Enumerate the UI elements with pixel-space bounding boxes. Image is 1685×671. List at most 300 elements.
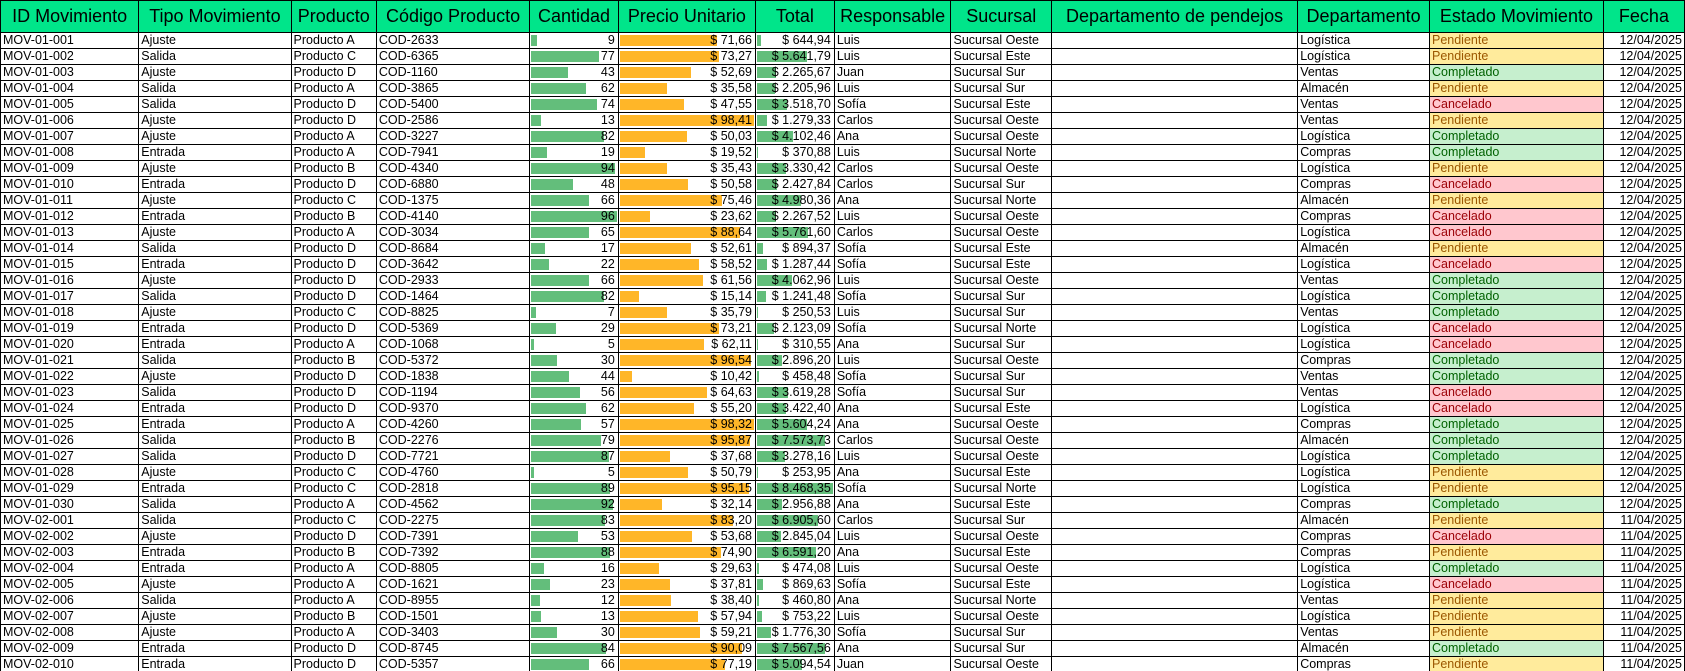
cell-sucursal[interactable]: Sucursal Este — [951, 401, 1051, 417]
cell-fecha[interactable]: 11/04/2025 — [1603, 561, 1684, 577]
cell-cantidad[interactable] — [530, 545, 619, 561]
cell-estado[interactable]: Pendiente — [1429, 161, 1603, 177]
cell-sucursal[interactable]: Sucursal Oeste — [951, 417, 1051, 433]
cell-estado[interactable]: Completado — [1429, 449, 1603, 465]
header-fecha[interactable]: Fecha — [1603, 1, 1684, 33]
cell-producto[interactable]: Producto D — [291, 385, 376, 401]
cell-departamento[interactable]: Logística — [1298, 465, 1430, 481]
cell-sucursal[interactable]: Sucursal Sur — [951, 625, 1051, 641]
header-estado[interactable]: Estado Movimiento — [1429, 1, 1603, 33]
cell-producto[interactable]: Producto A — [291, 417, 376, 433]
cell-cantidad[interactable] — [530, 433, 619, 449]
cell-dep-pendejos[interactable] — [1051, 385, 1297, 401]
cell-producto[interactable]: Producto C — [291, 305, 376, 321]
cell-codigo[interactable]: COD-3034 — [376, 225, 529, 241]
cell-id[interactable]: MOV-01-017 — [1, 289, 139, 305]
cell-fecha[interactable]: 11/04/2025 — [1603, 577, 1684, 593]
cell-codigo[interactable]: COD-6880 — [376, 177, 529, 193]
cell-sucursal[interactable]: Sucursal Sur — [951, 81, 1051, 97]
cell-fecha[interactable]: 12/04/2025 — [1603, 225, 1684, 241]
cell-departamento[interactable]: Compras — [1298, 529, 1430, 545]
cell-estado[interactable]: Completado — [1429, 305, 1603, 321]
cell-fecha[interactable]: 12/04/2025 — [1603, 177, 1684, 193]
cell-codigo[interactable]: COD-1621 — [376, 577, 529, 593]
cell-id[interactable]: MOV-01-009 — [1, 161, 139, 177]
cell-cantidad[interactable] — [530, 577, 619, 593]
cell-total[interactable] — [755, 65, 834, 81]
cell-dep-pendejos[interactable] — [1051, 65, 1297, 81]
cell-tipo[interactable]: Entrada — [139, 401, 291, 417]
cell-estado[interactable]: Cancelado — [1429, 529, 1603, 545]
cell-id[interactable]: MOV-01-021 — [1, 353, 139, 369]
cell-total[interactable] — [755, 113, 834, 129]
cell-total[interactable] — [755, 449, 834, 465]
cell-dep-pendejos[interactable] — [1051, 417, 1297, 433]
cell-producto[interactable]: Producto B — [291, 609, 376, 625]
cell-producto[interactable]: Producto D — [291, 657, 376, 671]
cell-dep-pendejos[interactable] — [1051, 273, 1297, 289]
cell-departamento[interactable]: Logística — [1298, 401, 1430, 417]
cell-precio[interactable] — [618, 97, 755, 113]
cell-producto[interactable]: Producto D — [291, 113, 376, 129]
cell-producto[interactable]: Producto D — [291, 289, 376, 305]
cell-total[interactable] — [755, 497, 834, 513]
cell-tipo[interactable]: Salida — [139, 449, 291, 465]
cell-total[interactable] — [755, 257, 834, 273]
cell-cantidad[interactable] — [530, 609, 619, 625]
cell-total[interactable] — [755, 161, 834, 177]
cell-codigo[interactable]: COD-7392 — [376, 545, 529, 561]
cell-total[interactable] — [755, 577, 834, 593]
cell-precio[interactable] — [618, 385, 755, 401]
cell-cantidad[interactable] — [530, 49, 619, 65]
cell-id[interactable]: MOV-01-028 — [1, 465, 139, 481]
cell-fecha[interactable]: 12/04/2025 — [1603, 449, 1684, 465]
cell-producto[interactable]: Producto A — [291, 81, 376, 97]
cell-dep-pendejos[interactable] — [1051, 321, 1297, 337]
cell-fecha[interactable]: 12/04/2025 — [1603, 33, 1684, 49]
cell-id[interactable]: MOV-01-030 — [1, 497, 139, 513]
cell-sucursal[interactable]: Sucursal Sur — [951, 513, 1051, 529]
cell-dep-pendejos[interactable] — [1051, 209, 1297, 225]
cell-tipo[interactable]: Ajuste — [139, 273, 291, 289]
cell-codigo[interactable]: COD-3642 — [376, 257, 529, 273]
cell-estado[interactable]: Cancelado — [1429, 321, 1603, 337]
cell-departamento[interactable]: Logística — [1298, 609, 1430, 625]
cell-fecha[interactable]: 12/04/2025 — [1603, 145, 1684, 161]
cell-codigo[interactable]: COD-4340 — [376, 161, 529, 177]
cell-cantidad[interactable] — [530, 113, 619, 129]
cell-tipo[interactable]: Salida — [139, 49, 291, 65]
cell-producto[interactable]: Producto A — [291, 593, 376, 609]
cell-dep-pendejos[interactable] — [1051, 193, 1297, 209]
cell-fecha[interactable]: 12/04/2025 — [1603, 161, 1684, 177]
cell-responsable[interactable]: Luis — [834, 273, 951, 289]
cell-codigo[interactable]: COD-1464 — [376, 289, 529, 305]
cell-producto[interactable]: Producto A — [291, 497, 376, 513]
cell-departamento[interactable]: Ventas — [1298, 113, 1430, 129]
cell-id[interactable]: MOV-01-007 — [1, 129, 139, 145]
cell-departamento[interactable]: Almacén — [1298, 241, 1430, 257]
cell-responsable[interactable]: Juan — [834, 657, 951, 671]
cell-codigo[interactable]: COD-5369 — [376, 321, 529, 337]
cell-codigo[interactable]: COD-1194 — [376, 385, 529, 401]
cell-estado[interactable]: Cancelado — [1429, 577, 1603, 593]
cell-departamento[interactable]: Almacén — [1298, 193, 1430, 209]
cell-total[interactable] — [755, 321, 834, 337]
cell-tipo[interactable]: Entrada — [139, 337, 291, 353]
cell-departamento[interactable]: Logística — [1298, 577, 1430, 593]
cell-fecha[interactable]: 12/04/2025 — [1603, 481, 1684, 497]
cell-fecha[interactable]: 12/04/2025 — [1603, 257, 1684, 273]
cell-cantidad[interactable] — [530, 449, 619, 465]
cell-departamento[interactable]: Compras — [1298, 657, 1430, 671]
cell-precio[interactable] — [618, 353, 755, 369]
cell-id[interactable]: MOV-02-007 — [1, 609, 139, 625]
cell-total[interactable] — [755, 641, 834, 657]
cell-id[interactable]: MOV-01-029 — [1, 481, 139, 497]
cell-estado[interactable]: Completado — [1429, 369, 1603, 385]
cell-departamento[interactable]: Compras — [1298, 353, 1430, 369]
cell-responsable[interactable]: Carlos — [834, 161, 951, 177]
cell-sucursal[interactable]: Sucursal Sur — [951, 385, 1051, 401]
cell-id[interactable]: MOV-02-006 — [1, 593, 139, 609]
cell-id[interactable]: MOV-01-013 — [1, 225, 139, 241]
cell-tipo[interactable]: Salida — [139, 353, 291, 369]
cell-codigo[interactable]: COD-1068 — [376, 337, 529, 353]
cell-total[interactable] — [755, 337, 834, 353]
cell-dep-pendejos[interactable] — [1051, 401, 1297, 417]
cell-dep-pendejos[interactable] — [1051, 289, 1297, 305]
cell-tipo[interactable]: Salida — [139, 497, 291, 513]
cell-tipo[interactable]: Ajuste — [139, 465, 291, 481]
cell-responsable[interactable]: Luis — [834, 209, 951, 225]
cell-dep-pendejos[interactable] — [1051, 305, 1297, 321]
cell-responsable[interactable]: Luis — [834, 449, 951, 465]
cell-dep-pendejos[interactable] — [1051, 641, 1297, 657]
cell-precio[interactable] — [618, 113, 755, 129]
cell-cantidad[interactable] — [530, 481, 619, 497]
cell-estado[interactable]: Completado — [1429, 65, 1603, 81]
cell-responsable[interactable]: Luis — [834, 561, 951, 577]
cell-dep-pendejos[interactable] — [1051, 369, 1297, 385]
header-cantidad[interactable]: Cantidad — [530, 1, 619, 33]
cell-fecha[interactable]: 11/04/2025 — [1603, 609, 1684, 625]
cell-precio[interactable] — [618, 529, 755, 545]
cell-precio[interactable] — [618, 433, 755, 449]
cell-precio[interactable] — [618, 209, 755, 225]
cell-precio[interactable] — [618, 337, 755, 353]
cell-estado[interactable]: Pendiente — [1429, 513, 1603, 529]
cell-departamento[interactable]: Almacén — [1298, 433, 1430, 449]
cell-fecha[interactable]: 12/04/2025 — [1603, 97, 1684, 113]
cell-total[interactable] — [755, 49, 834, 65]
cell-departamento[interactable]: Ventas — [1298, 305, 1430, 321]
cell-precio[interactable] — [618, 561, 755, 577]
cell-total[interactable] — [755, 465, 834, 481]
cell-dep-pendejos[interactable] — [1051, 465, 1297, 481]
cell-precio[interactable] — [618, 193, 755, 209]
cell-total[interactable] — [755, 625, 834, 641]
cell-id[interactable]: MOV-01-010 — [1, 177, 139, 193]
cell-dep-pendejos[interactable] — [1051, 49, 1297, 65]
cell-departamento[interactable]: Logística — [1298, 257, 1430, 273]
header-sucursal[interactable]: Sucursal — [951, 1, 1051, 33]
cell-producto[interactable]: Producto C — [291, 481, 376, 497]
cell-precio[interactable] — [618, 321, 755, 337]
cell-sucursal[interactable]: Sucursal Oeste — [951, 161, 1051, 177]
cell-dep-pendejos[interactable] — [1051, 33, 1297, 49]
cell-cantidad[interactable] — [530, 465, 619, 481]
cell-precio[interactable] — [618, 241, 755, 257]
cell-precio[interactable] — [618, 449, 755, 465]
cell-cantidad[interactable] — [530, 257, 619, 273]
cell-departamento[interactable]: Ventas — [1298, 97, 1430, 113]
cell-estado[interactable]: Pendiente — [1429, 465, 1603, 481]
cell-producto[interactable]: Producto C — [291, 193, 376, 209]
cell-responsable[interactable]: Luis — [834, 609, 951, 625]
cell-cantidad[interactable] — [530, 305, 619, 321]
cell-total[interactable] — [755, 657, 834, 671]
cell-producto[interactable]: Producto B — [291, 209, 376, 225]
cell-total[interactable] — [755, 305, 834, 321]
cell-sucursal[interactable]: Sucursal Norte — [951, 481, 1051, 497]
cell-sucursal[interactable]: Sucursal Oeste — [951, 129, 1051, 145]
cell-sucursal[interactable]: Sucursal Norte — [951, 145, 1051, 161]
cell-codigo[interactable]: COD-5372 — [376, 353, 529, 369]
cell-precio[interactable] — [618, 657, 755, 671]
cell-precio[interactable] — [618, 401, 755, 417]
cell-dep-pendejos[interactable] — [1051, 337, 1297, 353]
cell-estado[interactable]: Pendiente — [1429, 545, 1603, 561]
cell-codigo[interactable]: COD-1160 — [376, 65, 529, 81]
cell-departamento[interactable]: Logística — [1298, 49, 1430, 65]
cell-total[interactable] — [755, 593, 834, 609]
cell-sucursal[interactable]: Sucursal Oeste — [951, 561, 1051, 577]
cell-total[interactable] — [755, 513, 834, 529]
cell-estado[interactable]: Completado — [1429, 497, 1603, 513]
cell-producto[interactable]: Producto A — [291, 337, 376, 353]
cell-estado[interactable]: Pendiente — [1429, 241, 1603, 257]
cell-estado[interactable]: Pendiente — [1429, 657, 1603, 671]
cell-sucursal[interactable]: Sucursal Sur — [951, 305, 1051, 321]
cell-tipo[interactable]: Ajuste — [139, 129, 291, 145]
cell-sucursal[interactable]: Sucursal Este — [951, 257, 1051, 273]
cell-tipo[interactable]: Ajuste — [139, 609, 291, 625]
cell-codigo[interactable]: COD-1838 — [376, 369, 529, 385]
cell-id[interactable]: MOV-01-005 — [1, 97, 139, 113]
cell-fecha[interactable]: 12/04/2025 — [1603, 81, 1684, 97]
cell-cantidad[interactable] — [530, 321, 619, 337]
cell-dep-pendejos[interactable] — [1051, 609, 1297, 625]
cell-codigo[interactable]: COD-4562 — [376, 497, 529, 513]
cell-dep-pendejos[interactable] — [1051, 497, 1297, 513]
cell-dep-pendejos[interactable] — [1051, 625, 1297, 641]
cell-tipo[interactable]: Entrada — [139, 209, 291, 225]
cell-id[interactable]: MOV-02-009 — [1, 641, 139, 657]
cell-producto[interactable]: Producto D — [291, 641, 376, 657]
cell-cantidad[interactable] — [530, 65, 619, 81]
cell-dep-pendejos[interactable] — [1051, 529, 1297, 545]
cell-total[interactable] — [755, 417, 834, 433]
cell-responsable[interactable]: Ana — [834, 465, 951, 481]
cell-departamento[interactable]: Logística — [1298, 481, 1430, 497]
cell-estado[interactable]: Pendiente — [1429, 33, 1603, 49]
cell-responsable[interactable]: Carlos — [834, 177, 951, 193]
cell-departamento[interactable]: Logística — [1298, 337, 1430, 353]
cell-departamento[interactable]: Logística — [1298, 321, 1430, 337]
cell-cantidad[interactable] — [530, 641, 619, 657]
cell-codigo[interactable]: COD-8745 — [376, 641, 529, 657]
cell-sucursal[interactable]: Sucursal Este — [951, 49, 1051, 65]
cell-total[interactable] — [755, 433, 834, 449]
cell-tipo[interactable]: Ajuste — [139, 305, 291, 321]
cell-responsable[interactable]: Luis — [834, 33, 951, 49]
cell-cantidad[interactable] — [530, 81, 619, 97]
cell-codigo[interactable]: COD-8825 — [376, 305, 529, 321]
cell-precio[interactable] — [618, 81, 755, 97]
cell-codigo[interactable]: COD-1501 — [376, 609, 529, 625]
cell-codigo[interactable]: COD-2275 — [376, 513, 529, 529]
cell-total[interactable] — [755, 481, 834, 497]
cell-codigo[interactable]: COD-4760 — [376, 465, 529, 481]
cell-total[interactable] — [755, 81, 834, 97]
cell-producto[interactable]: Producto B — [291, 433, 376, 449]
cell-estado[interactable]: Pendiente — [1429, 193, 1603, 209]
cell-id[interactable]: MOV-01-018 — [1, 305, 139, 321]
cell-departamento[interactable]: Logística — [1298, 161, 1430, 177]
cell-tipo[interactable]: Ajuste — [139, 625, 291, 641]
header-total[interactable]: Total — [755, 1, 834, 33]
cell-dep-pendejos[interactable] — [1051, 657, 1297, 671]
cell-dep-pendejos[interactable] — [1051, 81, 1297, 97]
cell-codigo[interactable]: COD-9370 — [376, 401, 529, 417]
cell-tipo[interactable]: Entrada — [139, 321, 291, 337]
cell-dep-pendejos[interactable] — [1051, 449, 1297, 465]
cell-precio[interactable] — [618, 129, 755, 145]
cell-codigo[interactable]: COD-8684 — [376, 241, 529, 257]
cell-precio[interactable] — [618, 625, 755, 641]
cell-fecha[interactable]: 12/04/2025 — [1603, 337, 1684, 353]
cell-producto[interactable]: Producto B — [291, 161, 376, 177]
cell-fecha[interactable]: 12/04/2025 — [1603, 113, 1684, 129]
cell-departamento[interactable]: Logística — [1298, 33, 1430, 49]
cell-tipo[interactable]: Entrada — [139, 561, 291, 577]
cell-precio[interactable] — [618, 177, 755, 193]
cell-id[interactable]: MOV-01-025 — [1, 417, 139, 433]
cell-codigo[interactable]: COD-3865 — [376, 81, 529, 97]
cell-responsable[interactable]: Sofía — [834, 481, 951, 497]
cell-id[interactable]: MOV-01-012 — [1, 209, 139, 225]
cell-departamento[interactable]: Compras — [1298, 545, 1430, 561]
cell-dep-pendejos[interactable] — [1051, 433, 1297, 449]
cell-responsable[interactable]: Luis — [834, 145, 951, 161]
cell-fecha[interactable]: 12/04/2025 — [1603, 193, 1684, 209]
cell-fecha[interactable]: 12/04/2025 — [1603, 273, 1684, 289]
cell-sucursal[interactable]: Sucursal Este — [951, 465, 1051, 481]
cell-codigo[interactable]: COD-4260 — [376, 417, 529, 433]
cell-sucursal[interactable]: Sucursal Sur — [951, 177, 1051, 193]
cell-fecha[interactable]: 12/04/2025 — [1603, 497, 1684, 513]
cell-id[interactable]: MOV-02-005 — [1, 577, 139, 593]
cell-estado[interactable]: Cancelado — [1429, 337, 1603, 353]
cell-precio[interactable] — [618, 225, 755, 241]
cell-producto[interactable]: Producto C — [291, 465, 376, 481]
cell-cantidad[interactable] — [530, 33, 619, 49]
cell-responsable[interactable]: Ana — [834, 545, 951, 561]
cell-id[interactable]: MOV-01-004 — [1, 81, 139, 97]
cell-id[interactable]: MOV-01-003 — [1, 65, 139, 81]
cell-producto[interactable]: Producto D — [291, 177, 376, 193]
cell-precio[interactable] — [618, 289, 755, 305]
cell-id[interactable]: MOV-01-016 — [1, 273, 139, 289]
cell-id[interactable]: MOV-02-004 — [1, 561, 139, 577]
cell-id[interactable]: MOV-01-026 — [1, 433, 139, 449]
cell-id[interactable]: MOV-01-015 — [1, 257, 139, 273]
cell-cantidad[interactable] — [530, 241, 619, 257]
cell-fecha[interactable]: 12/04/2025 — [1603, 129, 1684, 145]
cell-fecha[interactable]: 12/04/2025 — [1603, 241, 1684, 257]
cell-departamento[interactable]: Logística — [1298, 129, 1430, 145]
cell-responsable[interactable]: Carlos — [834, 433, 951, 449]
cell-responsable[interactable]: Sofía — [834, 97, 951, 113]
cell-precio[interactable] — [618, 513, 755, 529]
cell-sucursal[interactable]: Sucursal Este — [951, 497, 1051, 513]
cell-responsable[interactable]: Ana — [834, 497, 951, 513]
cell-tipo[interactable]: Entrada — [139, 481, 291, 497]
cell-fecha[interactable]: 12/04/2025 — [1603, 49, 1684, 65]
cell-cantidad[interactable] — [530, 193, 619, 209]
cell-departamento[interactable]: Ventas — [1298, 593, 1430, 609]
cell-id[interactable]: MOV-01-002 — [1, 49, 139, 65]
cell-sucursal[interactable]: Sucursal Sur — [951, 369, 1051, 385]
cell-responsable[interactable]: Ana — [834, 417, 951, 433]
cell-tipo[interactable]: Salida — [139, 385, 291, 401]
cell-tipo[interactable]: Salida — [139, 289, 291, 305]
cell-estado[interactable]: Pendiente — [1429, 81, 1603, 97]
cell-tipo[interactable]: Entrada — [139, 657, 291, 671]
cell-departamento[interactable]: Ventas — [1298, 65, 1430, 81]
cell-sucursal[interactable]: Sucursal Norte — [951, 193, 1051, 209]
cell-id[interactable]: MOV-02-001 — [1, 513, 139, 529]
cell-cantidad[interactable] — [530, 401, 619, 417]
cell-total[interactable] — [755, 609, 834, 625]
cell-dep-pendejos[interactable] — [1051, 513, 1297, 529]
cell-producto[interactable]: Producto D — [291, 401, 376, 417]
cell-cantidad[interactable] — [530, 337, 619, 353]
cell-estado[interactable]: Completado — [1429, 353, 1603, 369]
cell-codigo[interactable]: COD-7391 — [376, 529, 529, 545]
cell-responsable[interactable]: Ana — [834, 193, 951, 209]
cell-departamento[interactable]: Compras — [1298, 417, 1430, 433]
cell-precio[interactable] — [618, 161, 755, 177]
cell-estado[interactable]: Pendiente — [1429, 625, 1603, 641]
cell-fecha[interactable]: 11/04/2025 — [1603, 529, 1684, 545]
cell-departamento[interactable]: Compras — [1298, 177, 1430, 193]
cell-estado[interactable]: Cancelado — [1429, 225, 1603, 241]
cell-fecha[interactable]: 12/04/2025 — [1603, 321, 1684, 337]
cell-precio[interactable] — [618, 273, 755, 289]
cell-departamento[interactable]: Ventas — [1298, 625, 1430, 641]
cell-producto[interactable]: Producto A — [291, 33, 376, 49]
cell-dep-pendejos[interactable] — [1051, 241, 1297, 257]
cell-total[interactable] — [755, 33, 834, 49]
cell-producto[interactable]: Producto A — [291, 129, 376, 145]
cell-fecha[interactable]: 12/04/2025 — [1603, 353, 1684, 369]
cell-total[interactable] — [755, 289, 834, 305]
cell-responsable[interactable]: Ana — [834, 593, 951, 609]
cell-sucursal[interactable]: Sucursal Oeste — [951, 449, 1051, 465]
